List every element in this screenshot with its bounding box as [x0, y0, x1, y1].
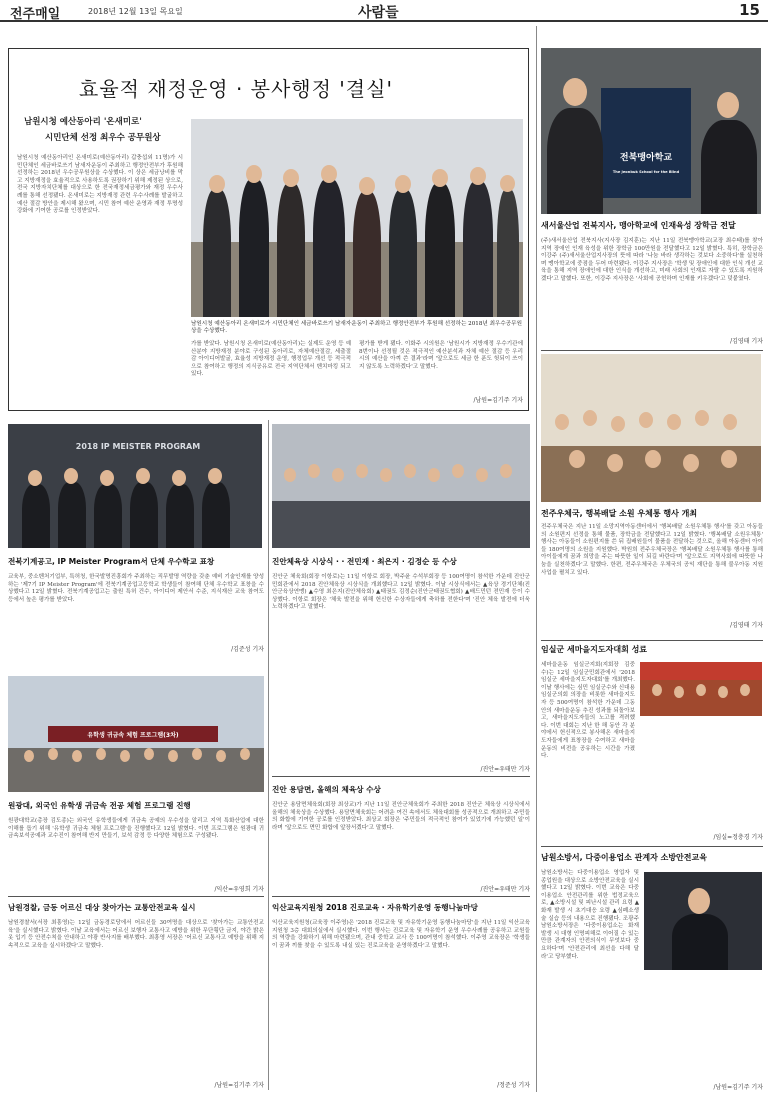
right-top-headline: 새서울산업 전북지사, 맹아학교에 인재육성 장학금 전달: [541, 221, 736, 230]
top-story-photo-caption: 남원시청 예산동아리 온새미로가 시민단체인 세금바로쓰기 남새자운동이 주최하고 행정안전부가 후원해 선정하는 2018년 최우수공무원상을 수상했다.: [191, 321, 522, 335]
top-story-box: [8, 48, 529, 411]
right-bottom-headline: 남원소방서, 다중이용업소 관계자 소방안전교육: [541, 853, 707, 862]
right-middle-headline: 전주우체국, 행복배달 소원 우체통 행사 개최: [541, 509, 698, 518]
right-top-body: (주)새서울산업 전북지사(지사장 김지훈)는 지난 11일 전북맹아학교(교장 최수태)를 찾아 지역 장애인 인재 육성을 위한 장학금 100만원을 전달했다고 12일 밝혔다. 특히, 장학금은 이강주 (주)새서울산업지사장의 뜻에 따라 '나눔 바라 생각하는 것보다 소중하다'를 실천하며 맹아학교에 중점을 두어 마련됐다. 이강주 지사장은 '학생 및 장애인에 대한 인식 개선 교육을 통해 지역 장애인에 대한 인식을 개선하고, 미래 사회의 인재로 자랄 수 있도록 지원하겠다'고 말했다. 또한, 이강주 지사장은 '사회에 공헌하며 인재를 키우겠다'고 덧붙였다.: [541, 238, 763, 282]
scholarship-photo: [541, 48, 761, 214]
ip-meister-banner: 2018 IP MEISTER PROGRAM: [75, 442, 201, 451]
top-story-body-2: 가를 받았다. 남원시청 온새미로(예산동아리)는 실제도 운영 등 예산분야 지방재정 분야로 구성된 동아리로, 자체예산절감, 세출절감 아이디어발굴, 효율성 지방재정 운영, 행정업무 개선 등 적극적으로 참여하고 행정의 지식공유로 전국 지역단체서 벤치마킹 되고 있다.: [191, 341, 351, 378]
saemaeul-photo: [640, 662, 762, 716]
right-top-byline: /김영태 기자: [730, 338, 763, 345]
left-story-2-body: 원광대학교(총장 김도종)는 외국인 유학생들에게 귀금속 공예의 우수성을 알리고 지역 특화산업에 대한 이해를 돕기 위해 '유학생 귀금속 체험 프로그램'을 진행했다고 12일 밝혔다. 이번 프로그램은 원광대 귀금속보석공예과 교수진이 참여해 반지 만들기, 보석 감정 등 다양한 체험으로 구성됐다.: [8, 818, 264, 840]
page-number: 15: [739, 1, 760, 19]
middle-story-1-byline: /진안=우태만 기자: [480, 766, 530, 773]
school-banner-subtitle: The Jeonbuk School for the Blind: [612, 170, 680, 174]
divider: [541, 640, 763, 641]
section-title: 사람들: [358, 5, 399, 21]
right-lower-byline: /임실=정충경 기자: [713, 834, 763, 841]
top-story-body-1: 남원시청 예산동아리인 온새미로(예산동아리) 갑충섭외 11명)가 시민단체인 세금바로쓰기 남새자운동이 주최하고 행정안전부가 후원해 선정하는 2018년 우수공무원상을 수상했다. 이 상은 세금낭비를 막고 지방재정을 효율적으로 사용하도록 권장하기 위해 제정된 상으로, 전국 지방자치단체를 대상으로 한 전국재정세금평가와 재정 우수사례를 통해 선정됐다. 온새미로는 지방재정 관련 우수사례를 발굴하고 예산 절감 방안을 제시해 왔으며, 시민 참여 예산 운영과 재정 투명성 강화에 기여한 공로를 인정받았다.: [17, 155, 183, 215]
newspaper-name: 전주매일: [10, 7, 61, 22]
wonkwang-banner: 유학생 귀금속 체험 프로그램(3차): [87, 732, 179, 739]
divider: [541, 846, 763, 847]
divider: [541, 350, 763, 351]
column-divider: [536, 26, 537, 1092]
divider: [272, 776, 530, 777]
left-story-1-headline: 전북기계공고, IP Meister Program서 단체 우수학교 표창: [8, 557, 215, 566]
middle-story-2-body: 진안군 용담면체육회(회장 최상교)가 지난 11일 진안군체육회가 주최한 2018 진안군 체육상 시상식에서 올해의 체육상을 수상했다. 용담면체육회는 어려운 여건 속에서도 체육대회를 성공적으로 개최하고 주민들의 화합에 기여한 공로를 인정받았다. 최상교 회장은 '주민들의 적극적인 참여가 있었기에 가능했던 일'이라며 '앞으로도 면민 화합에 앞장서겠다'고 말했다.: [272, 802, 530, 831]
left-story-3-body: 남원경찰서(서장 최흥영)는 12일 금동경로당에서 어르신들 30여명을 대상으로 '찾아가는 교통안전교육'을 실시했다고 밝혔다. 이날 교육에서는 어르신 보행자 교통사고 예방을 위한 무단횡단 금지, 야간 밝은 옷 입기 등 안전수칙을 안내하고 야광 반사지를 배부했다. 최흥영 서장은 '어르신 교통사고 예방을 위해 지속적으로 교육을 실시하겠다'고 말했다.: [8, 920, 264, 949]
right-lower-headline: 임실군 세마을지도자대회 성료: [541, 645, 648, 654]
left-story-3-byline: /남원=김기주 기자: [214, 1082, 264, 1089]
divider: [8, 896, 264, 897]
masthead: [0, 0, 768, 22]
divider: [272, 896, 530, 897]
middle-story-3-body: 익산교육지원청(교육장 이주영)은 '2018 진로교육 및 자유학기운영 동행나눔마당'을 지난 11일 익산교육지원청 3층 대회의실에서 실시했다. 이번 행사는 진로교육 및 자유학기 운영 우수사례를 공유하고 교원들의 역량을 강화하기 위해 마련됐으며, 관내 중학교 교사 등 100여명이 참석했다. 이주영 교육장은 '학생들이 꿈과 끼를 찾을 수 있도록 내실 있는 진로교육을 운영하겠다'고 말했다.: [272, 920, 530, 949]
jinan-sports-photo: [272, 424, 530, 548]
wonkwang-photo: [8, 676, 264, 792]
right-middle-body: 전주우체국은 지난 11일 소망지역아동센터에서 '행복배달 소원우체통 행사'를 갖고 아동들의 소원편지 선정을 통해 물품, 장학금을 전달했다고 12일 밝혔다. '행복배달 소원우체통' 행사는 아동들이 소원편지를 쓴 뒤 집배원들이 물품을 전달하는 것으로, 올해 아동센터 아이들 180여명의 소원을 지원했다. 박원희 전주우체국장은 '행복배달 소원우체통 행사를 통해 아이들에게 꿈과 희망을 주는 따뜻한 일이 되길 바란다'며 '앞으로도 지역사회에 따뜻한 나눔을 실천하겠다'고 말했다. 한편, 전주우체국은 우체국의 공익 재단을 통해 불우아동 지원사업을 펼치고 있다.: [541, 524, 763, 576]
middle-story-1-body: 진안군 체육회(회장 이항로)는 11일 이항로 회장, 박주윤 수석부회장 등 100여명이 참석한 가운데 진안군민회관에서 2018 진안체육상 시상식을 개최했다고 12일 밝혔다. 이날 시상식에서는 ▲육상 경기단체(진안군육상연맹) ▲수영 최은지(진안체육회) ▲태권도 김정순(진안군태권도협회) ▲배드민턴 전민재 등이 수상했다. 이항로 회장은 '체육 발전을 위해 헌신한 수상자들에게 축하를 전한다'며 '진안 체육 발전에 더욱 노력하겠다'고 말했다.: [272, 574, 530, 611]
school-banner: 전북맹아학교: [619, 153, 673, 163]
middle-story-2-headline: 진안 용담면, 올해의 체육상 수상: [272, 785, 381, 794]
left-story-2-headline: 원광대, 외국인 유학생 귀금속 전공 체험 프로그램 진행: [8, 801, 191, 810]
column-divider: [268, 420, 269, 1090]
top-story-photo: [191, 119, 523, 317]
middle-story-3-byline: /정준성 기자: [497, 1082, 530, 1089]
right-middle-byline: /김영태 기자: [730, 622, 763, 629]
right-lower-body-a: 세마을운동 임실군지회(지회장 김중수)는 12일 임실군민회관에서 '2018 임실군 세마을지도자대회'를 개최했다. 이날 행사에는 심민 임실군수와 신대용 임실군의회 의장을 비롯한 새마을지도자 등 500여명이 참석한 가운데 그동안의 새마을운동 추진 성과를 되돌아보고, 새마을지도자들의 노고를 격려했다. 이번 대회는 지난 한 해 동안 각 분야에서 헌신적으로 봉사해온 새마을지도자들에게 표창장을 수여하고 새마을운동의 비전을 공유하는 시간을 가졌다.: [541, 662, 635, 760]
top-story-byline-3: /남원=김기주 기자: [473, 397, 523, 404]
left-story-1-body: 교육부, 중소벤처기업부, 특허청, 한국발명진흥회가 주최하는 직무발명 역량을 갖춘 예비 기술인재를 양성하는 '제7기 IP Meister Program'에 전북기계공업고등학교 학생들이 참여해 단체 우수학교 표창을 수상했다고 12일 밝혔다. 전북기계공업고는 출원 특허 건수, 아이디어 제안서 수준, 지식재산 교육 참여도 등에서 높은 평가를 받았다.: [8, 574, 264, 603]
fire-station-photo: [644, 872, 762, 970]
ip-meister-photo: [8, 424, 262, 548]
issue-date: 2018년 12월 13일 목요일: [88, 7, 183, 16]
top-story-subhead-2: 시민단체 선정 최우수 공무원상: [45, 133, 161, 143]
postoffice-photo: [541, 354, 761, 502]
left-story-1-byline: /김준성 기자: [231, 646, 264, 653]
middle-story-1-headline: 진안체육상 시상식 · · 전민재 · 최은지 · 김정순 등 수상: [272, 557, 457, 566]
top-story-headline: 효율적 재정운영 · 봉사행정 '결실': [79, 77, 393, 101]
right-bottom-byline: /남원=김기주 기자: [713, 1084, 763, 1091]
middle-story-3-headline: 익산교육지원청 2018 진로교육 · 자유학기운영 동행나눔마당: [272, 903, 478, 912]
top-story-body-3: 평가를 받게 됐다. 이화주 시의원은 '남원시가 지방재정 우수기관에 8번이나 선정될 것은 적극적인 예산분석과 자체 예산 절감 등 우리시의 예산을 아껴 쓴 결과'라며 '앞으로도 세금 한 푼도 헛되이 쓰이지 않도록 노력하겠다'고 말했다.: [359, 341, 523, 370]
middle-story-2-byline: /진안=우태만 기자: [480, 886, 530, 893]
top-story-subhead-1: 남원시청 예산동아리 '온새미로': [24, 117, 142, 127]
left-story-3-headline: 남원경찰, 금동 어르신 대상 찾아가는 교통안전교육 실시: [8, 903, 196, 912]
right-bottom-body: 남원소방서는 다중이용업소 영업자 및 종업원을 대상으로 소방안전교육을 실시했다고 12일 밝혔다. 이번 교육은 다중이용업소 안전관리를 위한 법정교육으로, ▲소방시설 및 피난시설 관리 요령 ▲화재 발생 시 초기대응 요령 ▲심폐소생술 실습 등의 내용으로 진행됐다. 조광주 남원소방서장은 '다중이용업소는 화재 발생 시 대형 인명피해로 이어질 수 있는 만큼 관계자의 안전의식이 무엇보다 중요하다'며 '안전관리에 최선을 다해 달라'고 당부했다.: [541, 870, 639, 960]
left-story-2-byline: /익산=우영희 기자: [214, 886, 264, 893]
